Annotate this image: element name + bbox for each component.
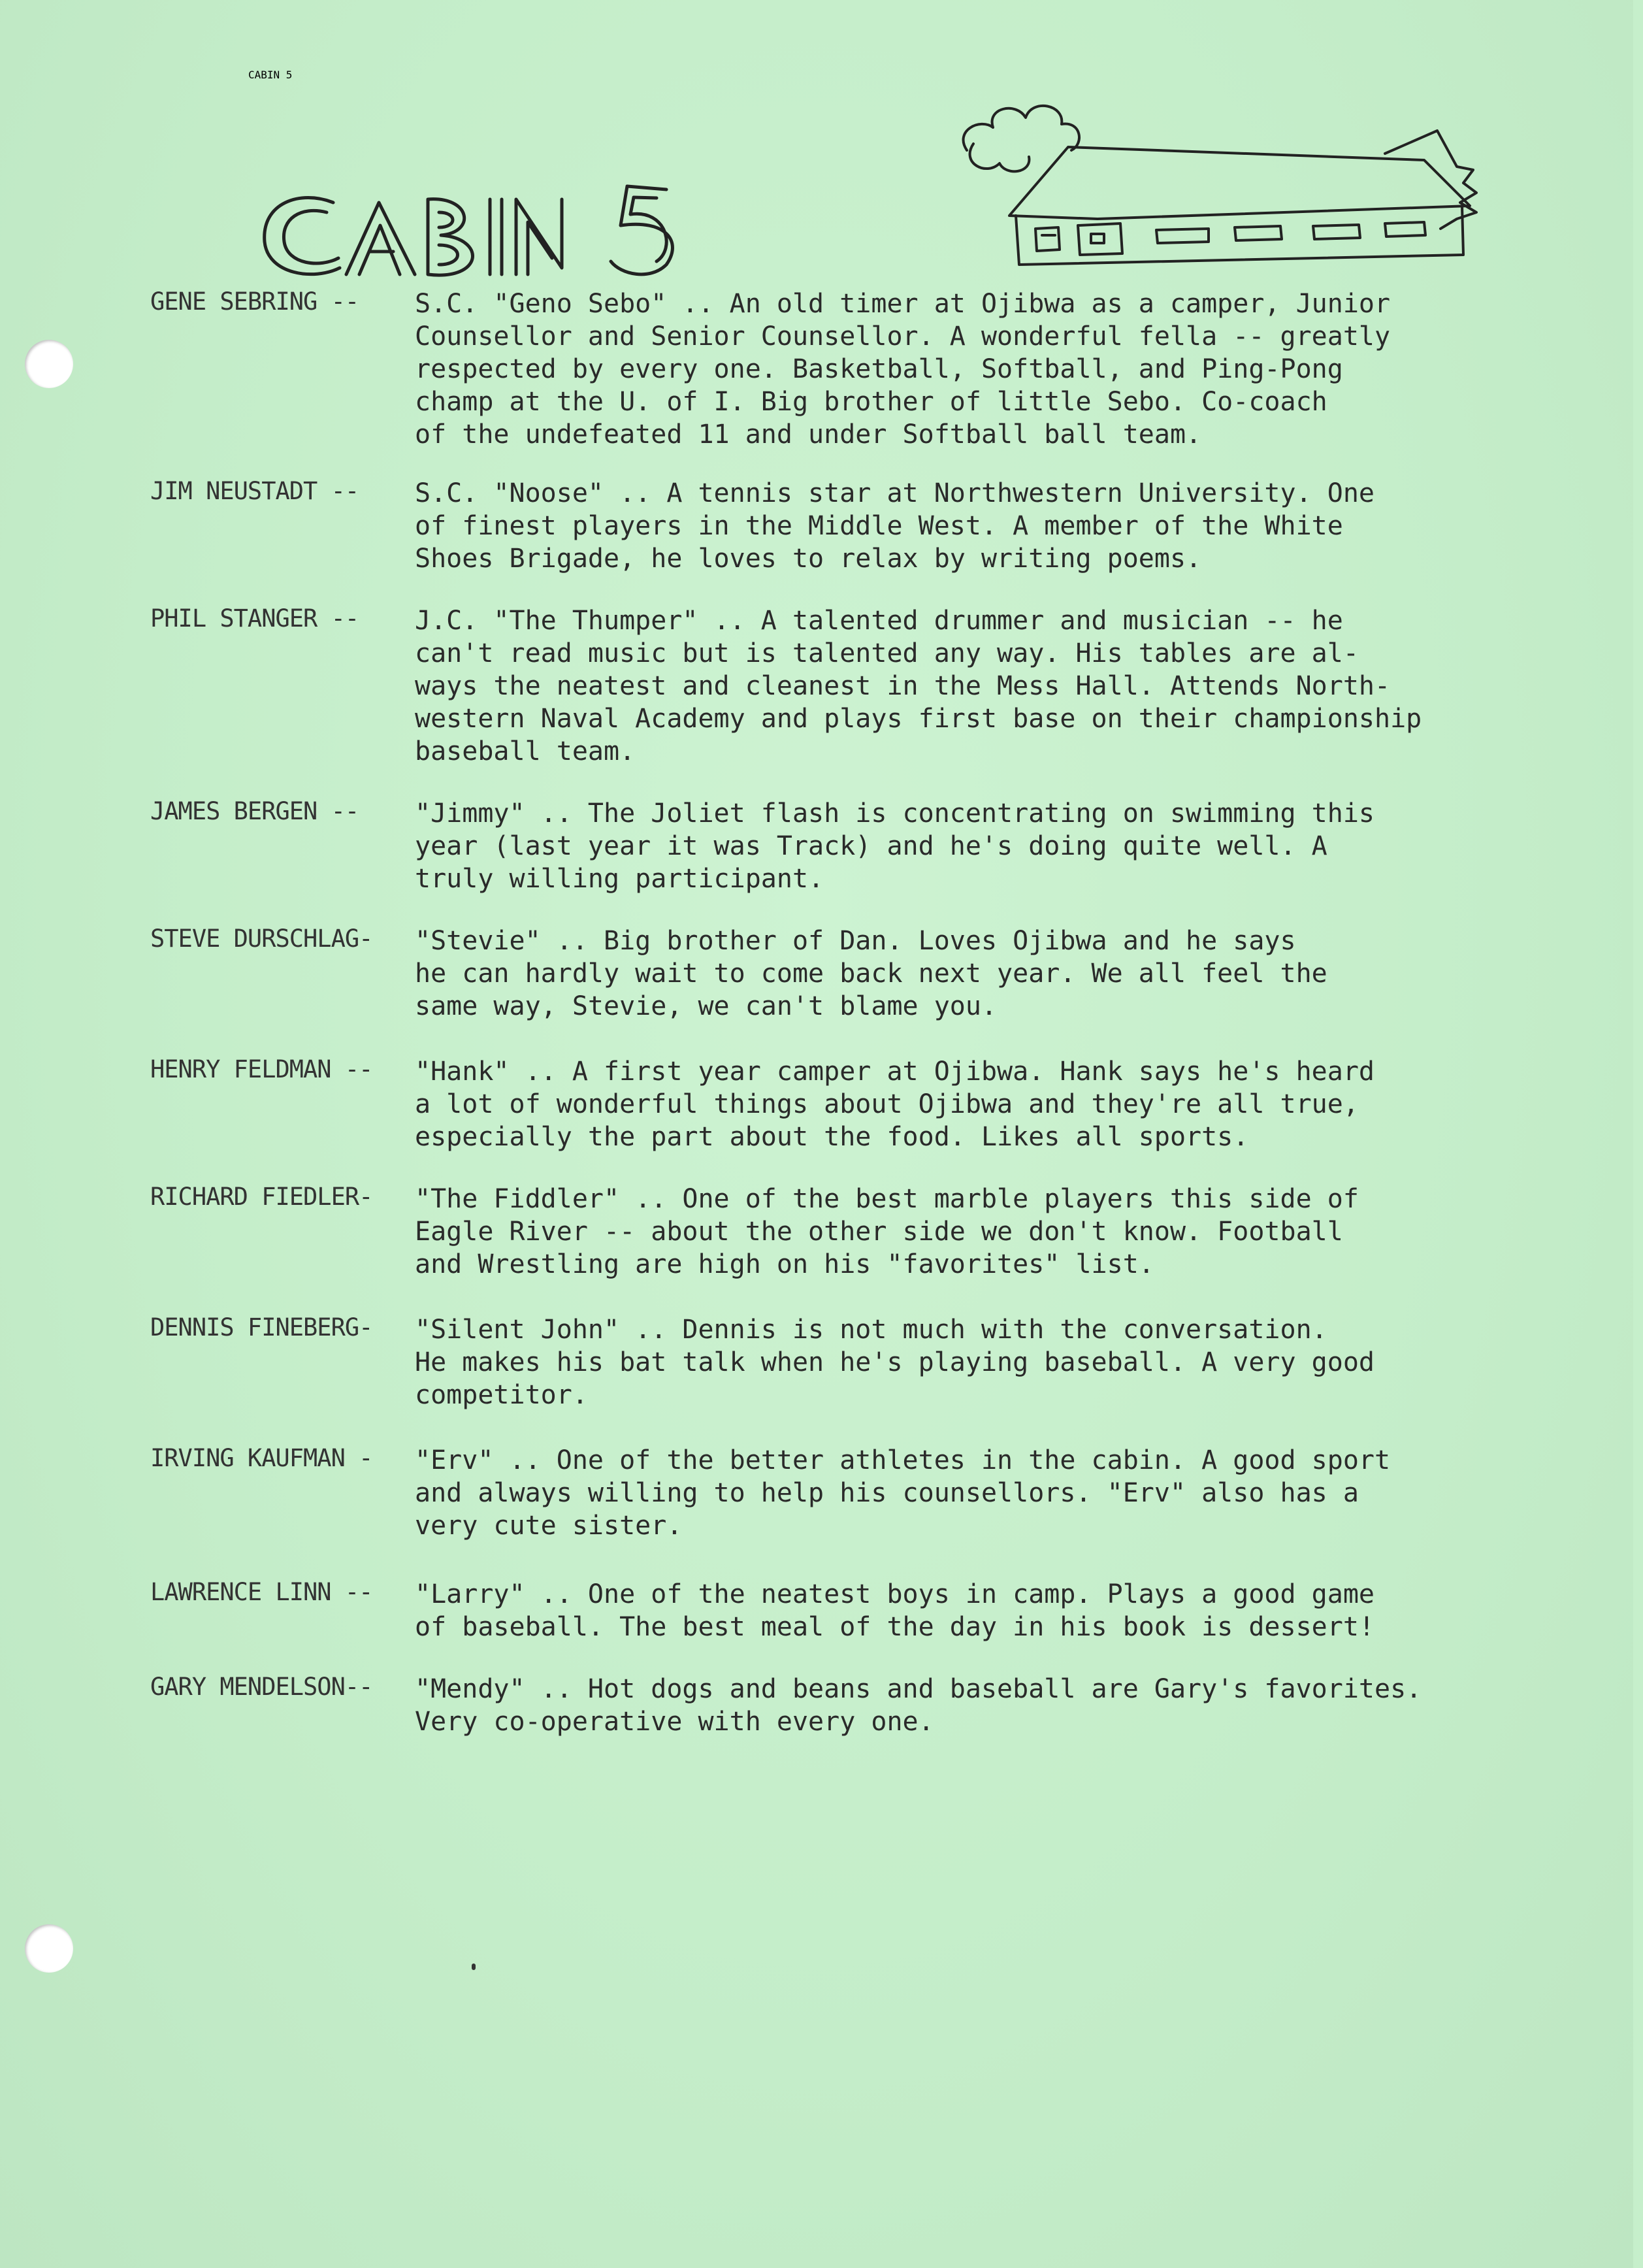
entry-line: S.C. "Noose" .. A tennis star at Northwestern University. One bbox=[415, 478, 1375, 508]
entry-line: "Hank" .. A first year camper at Ojibwa. Hank says he's heard bbox=[415, 1057, 1375, 1087]
entry-line: "Erv" .. One of the better athletes in the cabin. A good sport bbox=[415, 1445, 1391, 1475]
entry-line: of finest players in the Middle West. A member of the White bbox=[415, 511, 1343, 541]
punch-hole-bottom bbox=[25, 1924, 73, 1973]
entry-description bbox=[415, 1183, 1643, 1281]
entry-line: "Mendy" .. Hot dogs and beans and baseball are Gary's favorites. bbox=[415, 1674, 1422, 1704]
entry-name: STEVE DURSCHLAG- bbox=[150, 925, 373, 953]
entry-line: and always willing to help his counsellors. "Erv" also has a bbox=[415, 1478, 1359, 1508]
entry-name: DENNIS FINEBERG- bbox=[150, 1313, 373, 1341]
entry-line: "Jimmy" .. The Joliet flash is concentrating on swimming this bbox=[415, 798, 1375, 829]
entry-line: same way, Stevie, we can't blame you. bbox=[415, 991, 998, 1021]
page-title: CABIN 5 bbox=[248, 69, 293, 81]
entry-line: Shoes Brigade, he loves to relax by writing poems. bbox=[415, 544, 1202, 574]
entry-line: competitor. bbox=[415, 1380, 588, 1410]
entry-line: Eagle River -- about the other side we don't know. Football bbox=[415, 1217, 1343, 1247]
punch-hole-top bbox=[25, 340, 73, 388]
entry-line: ways the neatest and cleanest in the Mess Hall. Attends North- bbox=[415, 671, 1391, 701]
entry-line: very cute sister. bbox=[415, 1511, 683, 1541]
entry-line: truly willing participant. bbox=[415, 864, 824, 894]
entry-line: Very co-operative with every one. bbox=[415, 1707, 934, 1737]
entry-line: S.C. "Geno Sebo" .. An old timer at Ojibwa as a camper, Junior bbox=[415, 289, 1391, 319]
entry-name: JAMES BERGEN -- bbox=[150, 797, 359, 825]
entry-line: "The Fiddler" .. One of the best marble players this side of bbox=[415, 1184, 1359, 1214]
entry-description bbox=[415, 1444, 1643, 1542]
cabin-drawing bbox=[964, 106, 1476, 265]
entry-line: "Stevie" .. Big brother of Dan. Loves Ojibwa and he says bbox=[415, 926, 1296, 956]
entry-line: he can hardly wait to come back next year. We all feel the bbox=[415, 959, 1327, 989]
header-drawing bbox=[248, 69, 1476, 301]
entry-name: JIM NEUSTADT -- bbox=[150, 477, 359, 505]
entry-description bbox=[415, 288, 1643, 451]
entry-line: western Naval Academy and plays first base on their championship bbox=[415, 704, 1422, 734]
entry-description bbox=[415, 1055, 1643, 1153]
entry-line: baseball team. bbox=[415, 736, 636, 766]
title-lettering bbox=[265, 186, 673, 275]
entry-name: GARY MENDELSON-- bbox=[150, 1673, 373, 1701]
entry-line: and Wrestling are high on his "favorites" list. bbox=[415, 1249, 1154, 1279]
entry-description bbox=[415, 1578, 1643, 1643]
entry-name: PHIL STANGER -- bbox=[150, 604, 359, 633]
entry-line: especially the part about the food. Likes all sports. bbox=[415, 1122, 1249, 1152]
entry-description bbox=[415, 1313, 1643, 1411]
entry-name: RICHARD FIEDLER- bbox=[150, 1183, 373, 1211]
entry-line: "Silent John" .. Dennis is not much with the conversation. bbox=[415, 1315, 1327, 1345]
entry-line: of the undefeated 11 and under Softball ball team. bbox=[415, 419, 1202, 450]
entry-line: respected by every one. Basketball, Softball, and Ping-Pong bbox=[415, 354, 1343, 384]
entry-description bbox=[415, 477, 1643, 575]
entry-line: can't read music but is talented any way. His tables are al- bbox=[415, 638, 1359, 668]
entry-line: J.C. "The Thumper" .. A talented drummer and musician -- he bbox=[415, 606, 1343, 636]
entry-line: a lot of wonderful things about Ojibwa and they're all true, bbox=[415, 1089, 1359, 1119]
entry-line: champ at the U. of I. Big brother of little Sebo. Co-coach bbox=[415, 387, 1327, 417]
entry-description bbox=[415, 1673, 1643, 1738]
entry-description bbox=[415, 925, 1643, 1023]
entry-description bbox=[415, 604, 1643, 768]
ink-dot bbox=[472, 1964, 476, 1970]
entry-name: IRVING KAUFMAN - bbox=[150, 1444, 373, 1472]
entry-line: of baseball. The best meal of the day in his book is dessert! bbox=[415, 1612, 1375, 1642]
entry-line: He makes his bat talk when he's playing baseball. A very good bbox=[415, 1347, 1375, 1377]
entry-name: HENRY FELDMAN -- bbox=[150, 1055, 373, 1083]
entry-name: GENE SEBRING -- bbox=[150, 288, 359, 316]
entry-description bbox=[415, 797, 1643, 895]
entry-line: "Larry" .. One of the neatest boys in camp. Plays a good game bbox=[415, 1579, 1375, 1609]
entry-line: year (last year it was Track) and he's doing quite well. A bbox=[415, 831, 1327, 861]
entry-name: LAWRENCE LINN -- bbox=[150, 1578, 373, 1606]
entry-line: Counsellor and Senior Counsellor. A wonderful fella -- greatly bbox=[415, 321, 1391, 352]
